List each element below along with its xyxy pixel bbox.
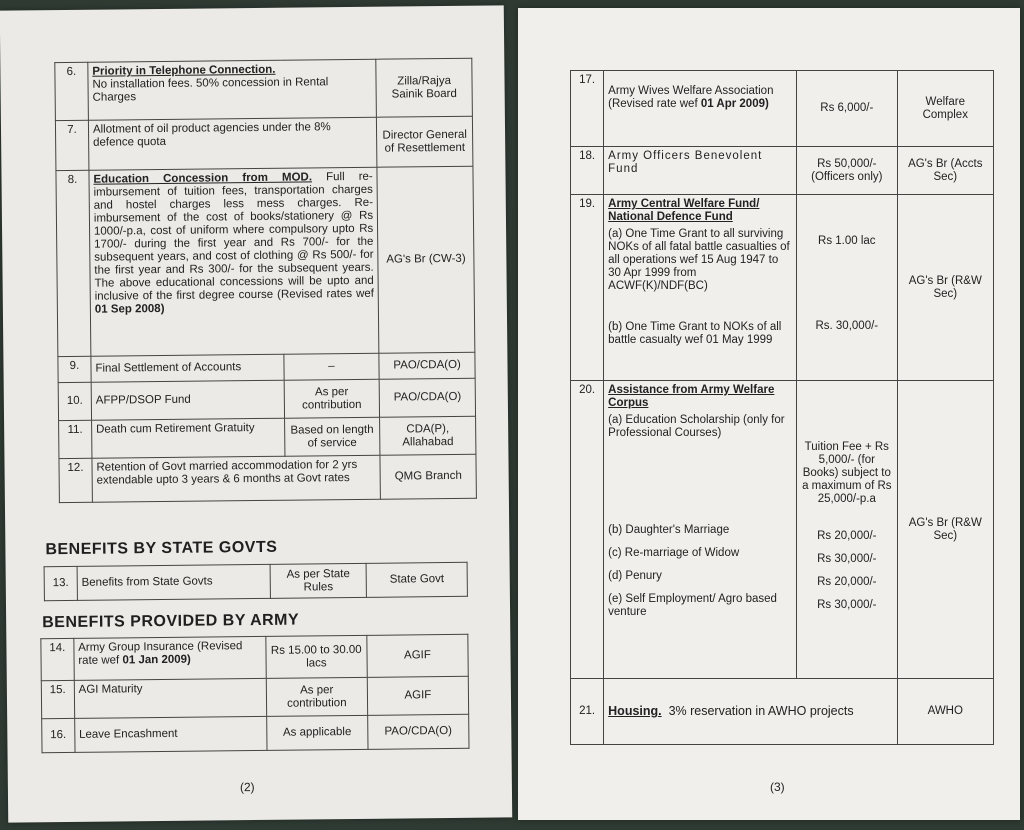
benefits-table-right xyxy=(570,70,994,745)
row-number: 20. xyxy=(571,381,604,679)
row-authority: PAO/CDA(O) xyxy=(379,352,475,379)
row-authority: AG's Br (R&W Sec) xyxy=(897,381,993,679)
table-row xyxy=(571,381,994,679)
row-number: 19. xyxy=(571,195,604,381)
left-page xyxy=(0,5,512,822)
row-number: 8. xyxy=(56,170,91,356)
row-description: Army Officers Benevolent Fund xyxy=(604,147,797,195)
row-number: 16. xyxy=(42,718,75,752)
row-amount: Rs 6,000/- xyxy=(797,71,897,147)
table-row xyxy=(571,679,994,745)
row-amount: – xyxy=(283,353,379,380)
row-authority: AG's Br (Accts Sec) xyxy=(897,147,993,195)
row-amount: Based on length of service xyxy=(284,417,380,456)
row-number: 12. xyxy=(59,458,92,502)
row-authority: State Govt xyxy=(366,562,467,597)
row-description: Army Group Insurance (Revised rate wef 01 Jan 2009) xyxy=(74,636,267,680)
row-description: Army Central Welfare Fund/ National Defence Fund (a) One Time Grant to all surviving NOKs of all fatal battle casualties of all operations wef 15 Aug 1947 to 30 Apr 1999 from ACWF(K)/NDF(BC) (b) One Time Grant to NOKs of all battle casualty wef 01 May 1999 xyxy=(604,195,797,381)
row-amount: As per contribution xyxy=(284,379,380,418)
row-authority: AGIF xyxy=(367,634,469,677)
section-heading-state: BENEFITS BY STATE GOVTS xyxy=(45,538,278,559)
page-number: (2) xyxy=(239,780,255,795)
row-authority: AG's Br (R&W Sec) xyxy=(897,195,993,381)
row-authority: Welfare Complex xyxy=(897,71,993,147)
row-number: 7. xyxy=(55,120,88,170)
table-row xyxy=(41,634,468,680)
table-row xyxy=(44,562,467,600)
row-authority: QMG Branch xyxy=(380,454,476,499)
row-description: Army Wives Welfare Association (Revised rate wef 01 Apr 2009) xyxy=(604,71,797,147)
row-authority: Zilla/Rajya Sainik Board xyxy=(376,58,472,117)
row-number: 17. xyxy=(571,71,604,147)
row-amount: Rs 50,000/- (Officers only) xyxy=(797,147,897,195)
table-row xyxy=(42,714,469,752)
row-number: 21. xyxy=(571,679,604,745)
row-description: Death cum Retirement Gratuity xyxy=(91,418,284,458)
row-amount: Tuition Fee + Rs 5,000/- (for Books) subject to a maximum of Rs 25,000/-p.a Rs 20,000/- Rs 30,000/- Rs 20,000/- Rs 30,000/- xyxy=(797,381,897,679)
table-row xyxy=(41,676,468,718)
row-amount: Rs 1.00 lac Rs. 30,000/- xyxy=(797,195,897,381)
row-number: 10. xyxy=(58,382,91,420)
row-description: Retention of Govt married accommodation for 2 yrs extendable upto 3 years & 6 months at Govt rates xyxy=(92,455,381,502)
row-authority: Director General of Resettlement xyxy=(377,116,473,167)
table-row xyxy=(59,454,476,502)
row-authority: PAO/CDA(O) xyxy=(379,378,475,417)
table-row xyxy=(56,166,475,356)
row-description: AFPP/DSOP Fund xyxy=(91,380,284,420)
row-authority: AG's Br (CW-3) xyxy=(377,166,475,353)
row-description: Housing. 3% reservation in AWHO projects xyxy=(604,679,897,745)
table-row xyxy=(59,416,476,458)
table-row xyxy=(571,195,994,381)
row-amount: As per State Rules xyxy=(270,563,367,598)
row-authority: AGIF xyxy=(367,676,469,715)
row-description: Final Settlement of Accounts xyxy=(91,354,284,382)
row-authority: AWHO xyxy=(897,679,993,745)
row-number: 14. xyxy=(41,638,74,680)
row-description: Education Concession from MOD. Full re-imbursement of tuition fees, transportation charges and hostel charges less mess charges. Re-imbursement of the cost of books/stationery @ Rs 1000/-p.a, cost of uniform where compulsory upto Rs 1700/- during the first year and Rs 700/- for the subsequent years, and cost of clothing @ Rs 500/- for the first year and Rs 300/- for the subsequent years. The above educational concessions will be upto and inclusive of the first degree course (Revised rates wef 01 Sep 2008) xyxy=(89,167,379,356)
row-number: 18. xyxy=(571,147,604,195)
row-amount: Rs 15.00 to 30.00 lacs xyxy=(266,635,367,678)
benefits-table-top xyxy=(54,58,477,503)
row-number: 6. xyxy=(55,62,89,120)
row-number: 15. xyxy=(41,680,74,718)
row-amount: As applicable xyxy=(267,715,368,750)
row-number: 13. xyxy=(44,566,77,600)
table-row xyxy=(571,147,994,195)
section-heading-army: BENEFITS PROVIDED BY ARMY xyxy=(42,611,300,632)
row-description: Assistance from Army Welfare Corpus (a) Education Scholarship (only for Professional Courses) (b) Daughter's Marriage (c) Re-marriage of Widow (d) Penury (e) Self Employment/ Agro based venture xyxy=(604,381,797,679)
row-authority: CDA(P), Allahabad xyxy=(380,416,476,455)
table-row xyxy=(55,58,473,120)
row-number: 11. xyxy=(59,420,92,458)
table-row xyxy=(571,71,994,147)
page-number: (3) xyxy=(770,780,785,794)
row-authority: PAO/CDA(O) xyxy=(367,714,469,749)
state-benefits-table xyxy=(44,562,468,601)
row-description: Priority in Telephone Connection. No installation fees. 50% concession in Rental Charges xyxy=(88,59,377,120)
row-description: Allotment of oil product agencies under the 8% defence quota xyxy=(88,117,377,170)
row-amount: As per contribution xyxy=(266,677,367,716)
row-description: Leave Encashment xyxy=(74,716,266,752)
table-row xyxy=(58,378,475,420)
table-row xyxy=(55,116,473,170)
army-benefits-table xyxy=(40,634,469,753)
row-number: 9. xyxy=(58,356,91,382)
row-description: Benefits from State Govts xyxy=(77,564,270,600)
right-page xyxy=(518,8,1020,820)
row-description: AGI Maturity xyxy=(74,678,266,718)
